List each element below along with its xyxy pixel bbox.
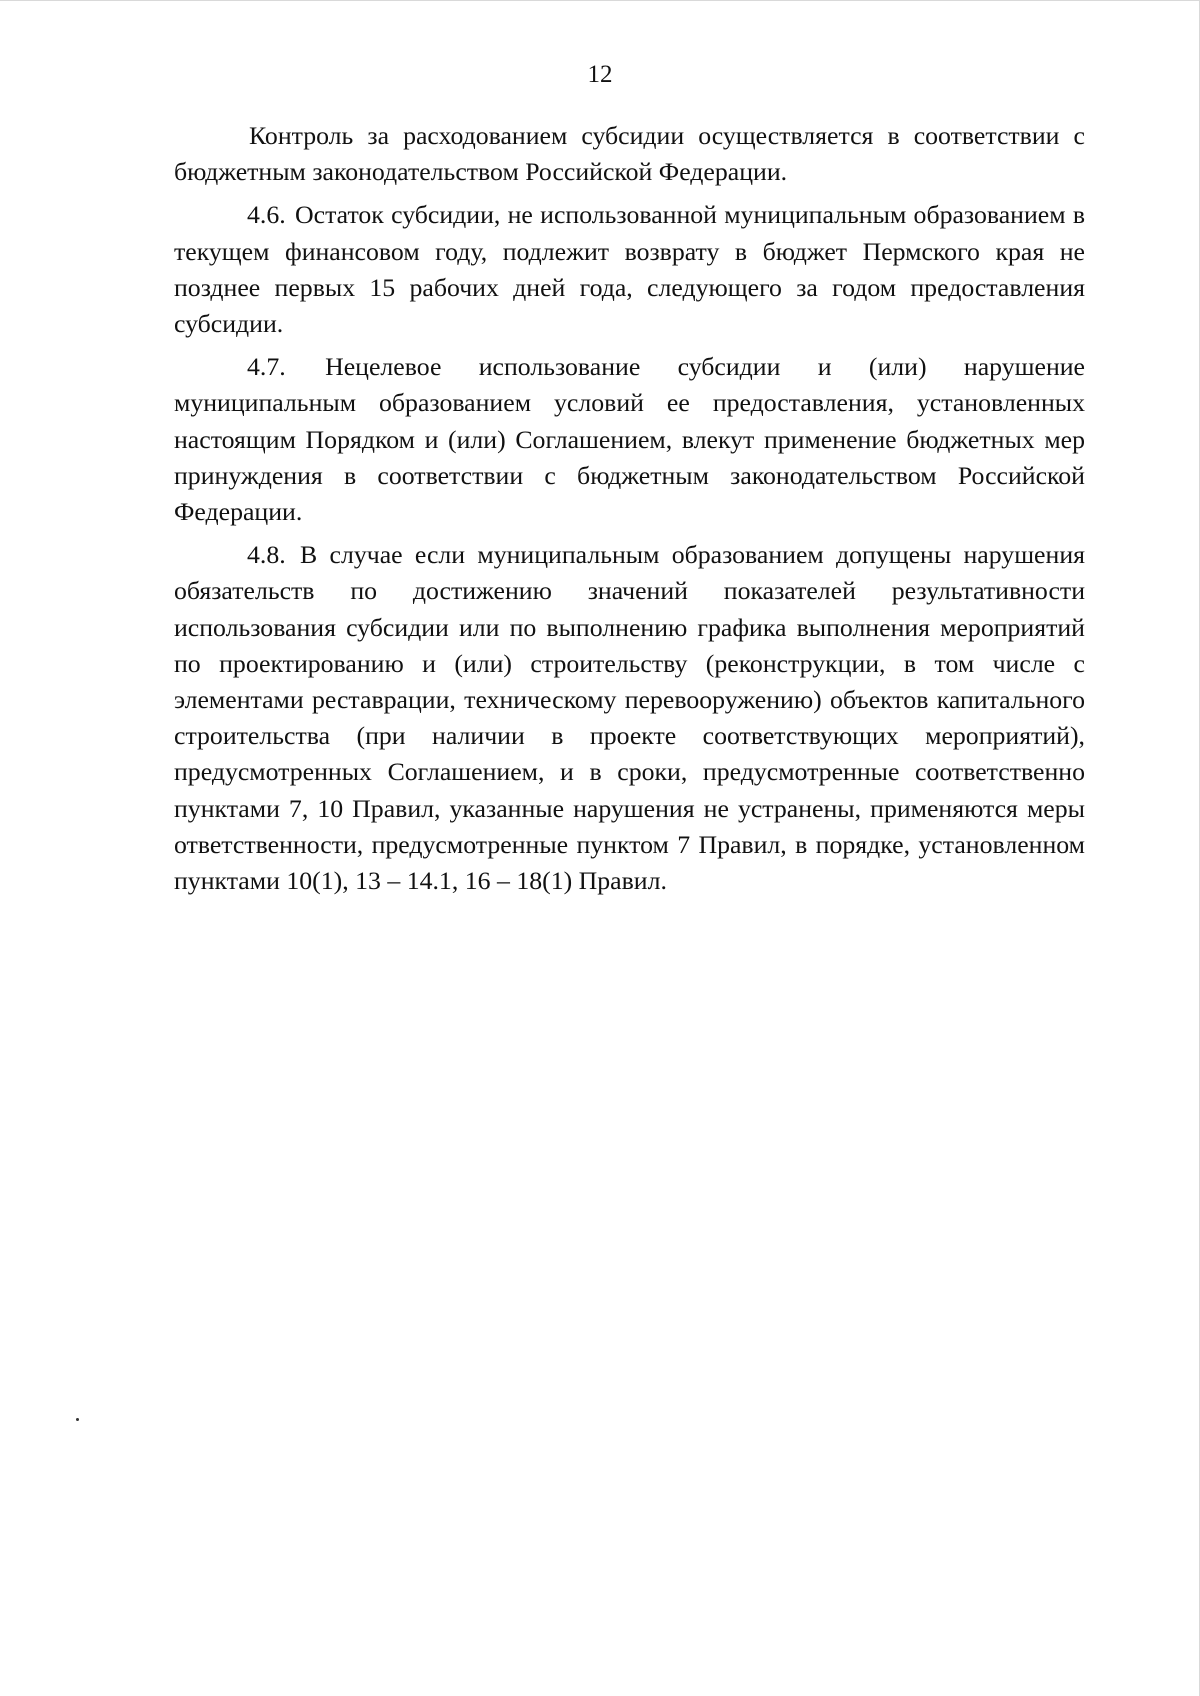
paragraph-4-7 [174,349,1085,530]
document-body [174,118,1085,906]
page-border-top [0,0,1200,1]
paragraph-4-6 [174,197,1085,342]
scan-speck [76,1418,79,1421]
paragraph-control [174,118,1085,190]
paragraph-number: 4.7. [247,352,286,382]
paragraph-text: Остаток субсидии, не использованной муниципальным образованием в текущем финансовом году, подлежит возврату в бюджет Пермского края не позднее первых 15 рабочих дней года, следующего за годом предоставления субсидии. [174,200,1085,339]
paragraph-4-8 [174,537,1085,899]
paragraph-text: В случае если муниципальным образованием допущены нарушения обязательств по достижению значений показателей результативности использования субсидии или по выполнению графика выполнения мероприятий по проектированию и (или) строительству (реконструкции, в том числе с элементами реставрации, техническому перевооружению) объектов капитального строительства (при наличии в проекте соответствующих мероприятий), предусмотренных Соглашением, и в сроки, предусмотренные соответственно пунктами 7, 10 Правил, указанные нарушения не устранены, применяются меры ответственности, предусмотренные пунктом 7 Правил, в порядке, установленном пунктами 10(1), 13 – 14.1, 16 – 18(1) Правил. [174,540,1085,896]
page-number: 12 [587,61,613,88]
paragraph-number: 4.6. [247,200,286,230]
paragraph-text: Контроль за расходованием субсидии осуществляется в соответствии с бюджетным законодательством Российской Федерации. [174,121,1085,187]
paragraph-number: 4.8. [247,540,286,570]
paragraph-text: Нецелевое использование субсидии и (или) нарушение муниципальным образованием условий ее предоставления, установленных настоящим Порядком и (или) Соглашением, влекут применение бюджетных мер принуждения в соответствии с бюджетным законодательством Российской Федерации. [174,352,1085,527]
